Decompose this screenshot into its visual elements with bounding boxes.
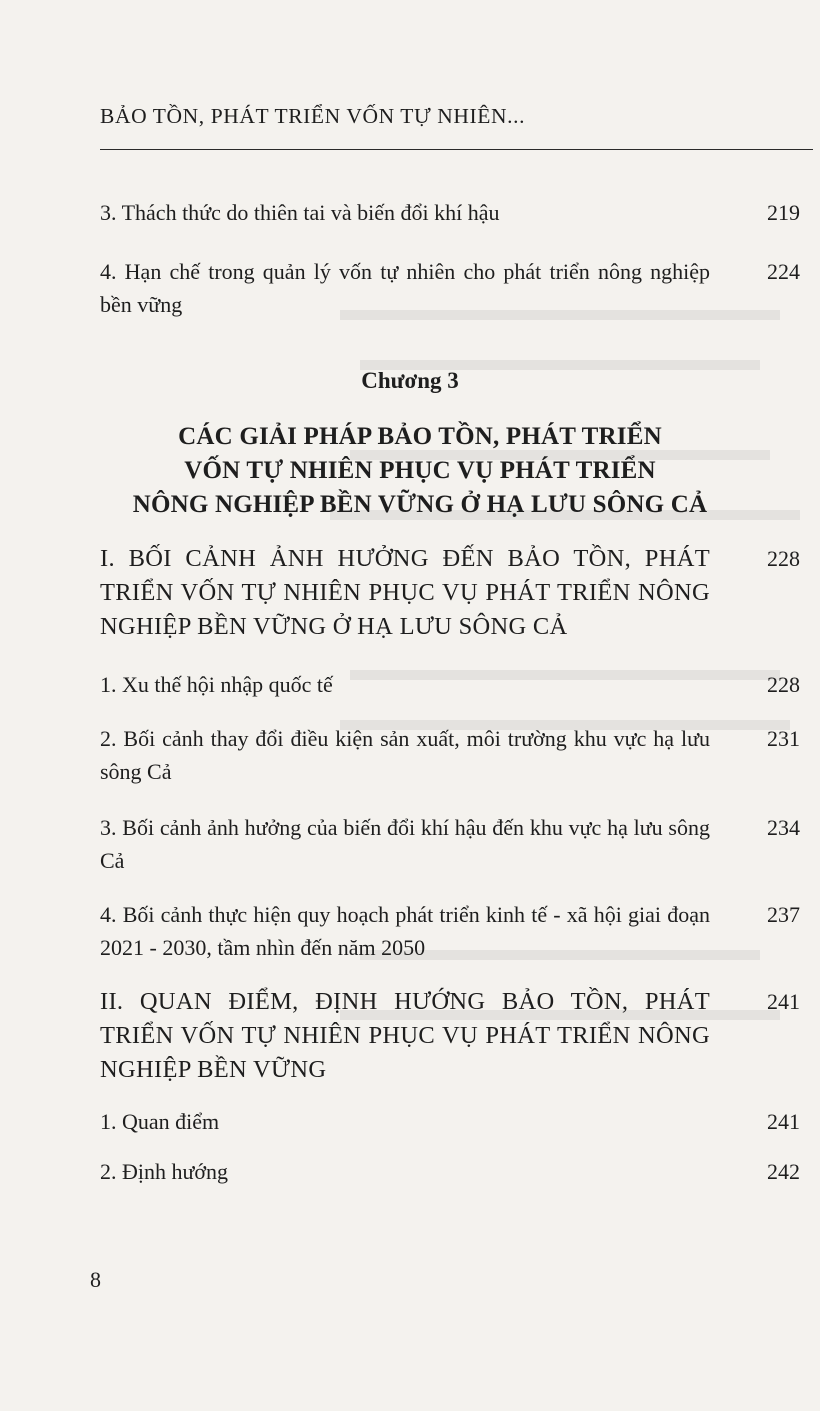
toc-entry [100, 898, 800, 966]
toc-entry-title: 1. Quan điểm [100, 1109, 220, 1134]
chapter-title [90, 420, 750, 522]
toc-entry [100, 722, 800, 790]
toc-entry-page: 234 [767, 815, 800, 840]
toc-entry-title: 2. Bối cảnh thay đổi điều kiện sản xuất, môi trường khu vực hạ lưu sông Cả [100, 726, 710, 784]
toc-entry-page: 241 [767, 1109, 800, 1134]
toc-entry-title: II. QUAN ĐIỂM, ĐỊNH HƯỚNG BẢO TỒN, PHÁT TRIỂN VỐN TỰ NHIÊN PHỤC VỤ PHÁT TRIỂN NÔNG NGHIỆP BỀN VỮNG [100, 988, 710, 1083]
toc-entry-title: I. BỐI CẢNH ẢNH HƯỞNG ĐẾN BẢO TỒN, PHÁT TRIỂN VỐN TỰ NHIÊN PHỤC VỤ PHÁT TRIỂN NÔNG NGHIỆP BỀN VỮNG Ở HẠ LƯU SÔNG CẢ [100, 545, 710, 640]
toc-entry-title: 3. Thách thức do thiên tai và biến đổi khí hậu [100, 200, 500, 225]
toc-entry-title: 1. Xu thế hội nhập quốc tế [100, 672, 333, 697]
toc-entry-page: 219 [767, 200, 800, 225]
chapter-label: Chương 3 [361, 368, 459, 393]
toc-entry-page: 241 [767, 989, 800, 1014]
chapter-title-line: VỐN TỰ NHIÊN PHỤC VỤ PHÁT TRIỂN [184, 457, 656, 484]
toc-section-entry [100, 985, 800, 1089]
toc-section-entry [100, 542, 800, 646]
running-header: BẢO TỒN, PHÁT TRIỂN VỐN TỰ NHIÊN... [100, 104, 526, 128]
toc-entry [100, 811, 800, 879]
toc-entry-title: 2. Định hướng [100, 1159, 229, 1184]
toc-entry-page: 242 [767, 1159, 800, 1184]
chapter-title-line: NÔNG NGHIỆP BỀN VỮNG Ở HẠ LƯU SÔNG CẢ [132, 491, 708, 518]
toc-entry [100, 196, 800, 230]
header-rule [100, 149, 813, 150]
toc-entry-page: 228 [767, 546, 800, 571]
toc-entry [100, 1105, 800, 1139]
toc-entry-page: 231 [767, 726, 800, 751]
chapter-title-line: CÁC GIẢI PHÁP BẢO TỒN, PHÁT TRIỂN [178, 423, 662, 450]
toc-entry-title: 4. Hạn chế trong quản lý vốn tự nhiên cho phát triển nông nghiệp bền vững [100, 259, 710, 317]
toc-entry [100, 255, 800, 323]
toc-entry-page: 237 [767, 902, 800, 927]
page-number: 8 [90, 1267, 101, 1292]
toc-entry-page: 224 [767, 259, 800, 284]
toc-entry-title: 3. Bối cảnh ảnh hưởng của biến đổi khí hậu đến khu vực hạ lưu sông Cả [100, 815, 710, 873]
toc-entry-title: 4. Bối cảnh thực hiện quy hoạch phát triển kinh tế - xã hội giai đoạn 2021 - 2030, tầm nhìn đến năm 2050 [100, 902, 710, 960]
toc-entry [100, 1155, 800, 1189]
toc-entry-page: 228 [767, 672, 800, 697]
toc-entry [100, 668, 800, 702]
